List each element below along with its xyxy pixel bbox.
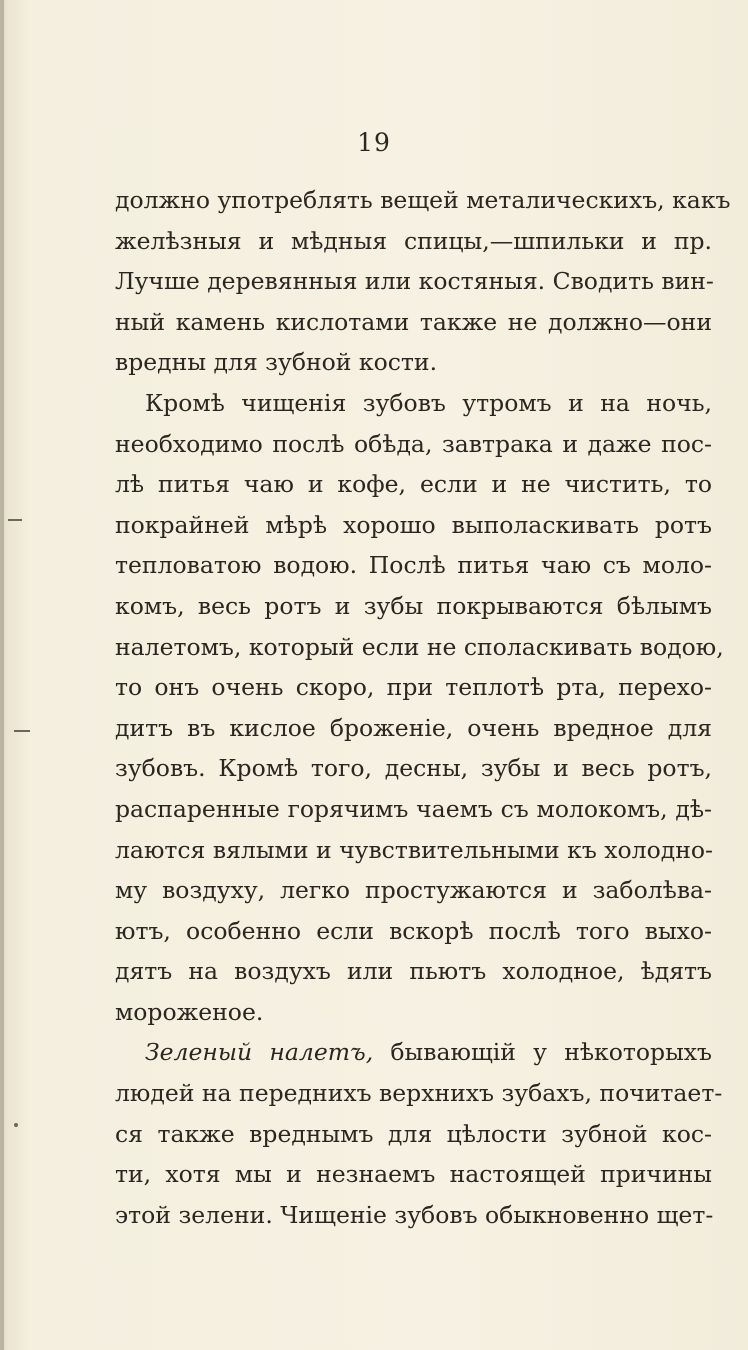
page-number: 19 (357, 128, 391, 157)
text-line: дятъ на воздухъ или пьютъ холодное, ѣдятъ (115, 957, 712, 986)
paragraph-first-line (115, 1032, 712, 1073)
paragraph-first-line: Кромѣ чищенія зубовъ утромъ и на ночь, (145, 388, 712, 417)
text-line: ютъ, особенно если вскорѣ послѣ того выхо- (115, 916, 712, 945)
text-line: ный камень кислотами также не должно—они (115, 307, 712, 336)
text-fragment: бывающій у нѣкоторыхъ (390, 1038, 712, 1067)
text-line: дитъ въ кислое броженіе, очень вредное для (115, 713, 712, 742)
text-line: Лучше деревянныя или костяныя. Сводить вин- (115, 267, 714, 296)
text-line: то онъ очень скоро, при теплотѣ рта, перехо- (115, 673, 712, 702)
text-line: людей на переднихъ верхнихъ зубахъ, почитает- (115, 1079, 723, 1108)
text-line: ся также вреднымъ для цѣлости зубной кос- (115, 1119, 712, 1148)
margin-mark (14, 730, 30, 732)
text-line: необходимо послѣ обѣда, завтрака и даже пос- (115, 429, 712, 458)
body-text (115, 180, 731, 1235)
text-line: лаются вялыми и чувствительными къ холодно- (115, 835, 713, 864)
text-line: мороженое. (115, 997, 264, 1026)
margin-mark (14, 1123, 18, 1127)
text-line: комъ, весь ротъ и зубы покрываются бѣлымъ (115, 591, 712, 620)
text-line: лѣ питья чаю и кофе, если и не чистить, то (115, 470, 712, 499)
text-line: покрайней мѣрѣ хорошо выполаскивать ротъ (115, 510, 712, 539)
text-line: вредны для зубной кости. (115, 348, 438, 377)
text-line: этой зелени. Чищеніе зубовъ обыкновенно щет- (115, 1200, 714, 1229)
margin-mark (8, 519, 22, 521)
text-line: налетомъ, который если не споласкивать водою, (115, 632, 724, 661)
text-line: распаренные горячимъ чаемъ съ молокомъ, дѣ- (115, 794, 712, 823)
text-line: му воздуху, легко простужаются и заболѣва- (115, 876, 712, 905)
italic-term: Зеленый налетъ, (145, 1038, 374, 1067)
text-line: ти, хотя мы и незнаемъ настоящей причины (115, 1160, 712, 1189)
page-binding-edge (0, 0, 4, 1350)
text-line: тепловатою водою. Послѣ питья чаю съ моло- (115, 551, 712, 580)
text-line: желѣзныя и мѣдныя спицы,—шпильки и пр. (115, 226, 712, 255)
text-line: зубовъ. Кромѣ того, десны, зубы и весь ротъ, (115, 754, 712, 783)
text-line: должно употреблять вещей металическихъ, какъ (115, 186, 731, 214)
